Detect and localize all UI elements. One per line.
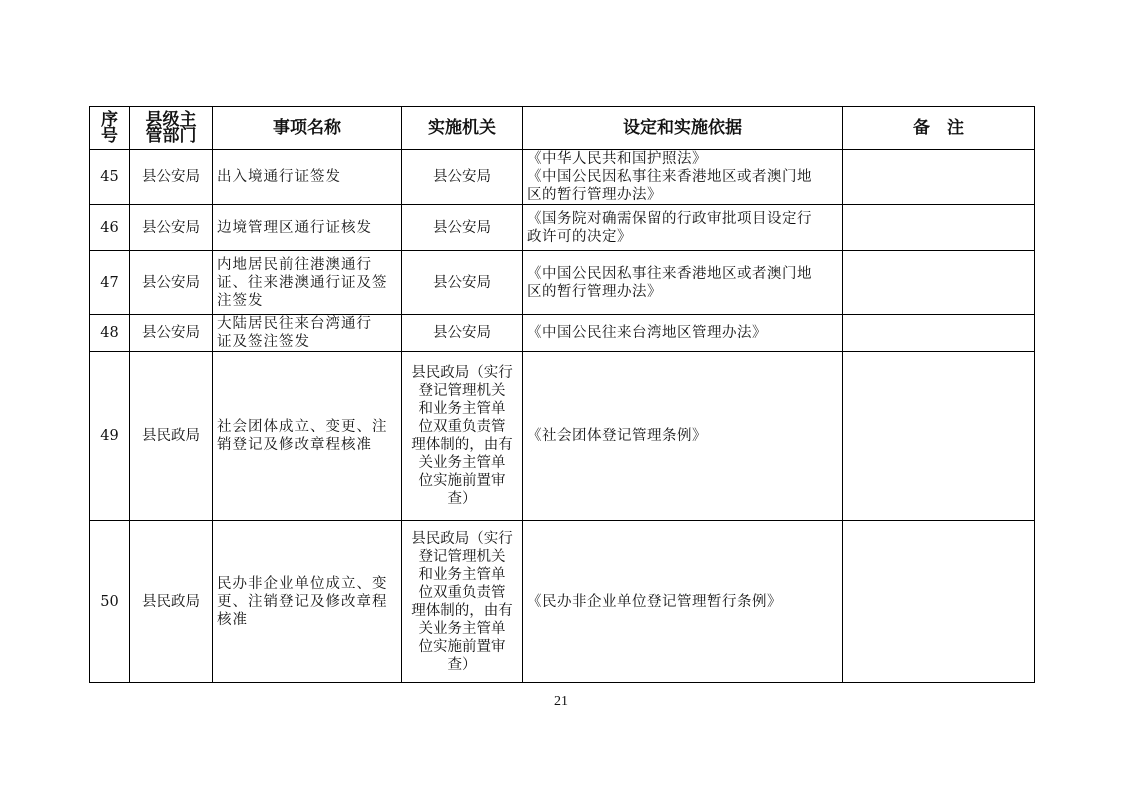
basis-cell bbox=[523, 251, 843, 315]
text-line: 县公安局 bbox=[433, 169, 491, 185]
seq-cell: 45 bbox=[90, 150, 130, 205]
header-row bbox=[90, 107, 1035, 150]
dept-cell: 县公安局 bbox=[130, 150, 213, 205]
page-number: 21 bbox=[554, 694, 568, 709]
text-line: 销登记及修改章程核准 bbox=[217, 437, 372, 453]
text-line: 核准 bbox=[217, 611, 248, 628]
text-line: 大陆居民往来台湾通行 bbox=[217, 316, 372, 332]
basis-cell bbox=[523, 205, 843, 251]
text-line: 《社会团体登记管理条例》 bbox=[527, 428, 707, 444]
header-basis: 设定和实施依据 bbox=[523, 107, 843, 150]
seq-cell: 48 bbox=[90, 315, 130, 352]
text-line: 查） bbox=[447, 656, 477, 673]
item-name-cell bbox=[213, 251, 402, 315]
text-line: 关业务主管单 bbox=[418, 455, 506, 471]
agency-cell bbox=[402, 150, 523, 205]
note-cell bbox=[843, 205, 1035, 251]
table-row bbox=[90, 205, 1035, 251]
header-item-name: 事项名称 bbox=[213, 107, 402, 150]
text-line: 理体制的，由有 bbox=[411, 602, 513, 619]
text-line: 登记管理机关 bbox=[418, 383, 506, 399]
text-line: 区的暂行管理办法》 bbox=[527, 187, 662, 203]
text-line: 县公安局 bbox=[433, 325, 491, 341]
text-line: 《中华人民共和国护照法》 bbox=[527, 151, 707, 167]
agency-cell bbox=[402, 315, 523, 352]
text-line: 位实施前置审 bbox=[418, 638, 506, 655]
dept-cell: 县民政局 bbox=[130, 352, 213, 521]
table-row bbox=[90, 150, 1035, 205]
text-line: 边境管理区通行证核发 bbox=[217, 219, 372, 236]
table-row bbox=[90, 251, 1035, 315]
text-line: 登记管理机关 bbox=[418, 548, 506, 565]
seq-cell: 50 bbox=[90, 521, 130, 683]
basis-cell bbox=[523, 352, 843, 521]
text-line: 《中国公民因私事往来香港地区或者澳门地 bbox=[527, 169, 812, 185]
text-line: 《中国公民往来台湾地区管理办法》 bbox=[527, 325, 767, 341]
table-row bbox=[90, 521, 1035, 683]
item-name-cell bbox=[213, 352, 402, 521]
text-line: 《中国公民因私事往来香港地区或者澳门地 bbox=[527, 265, 812, 282]
text-line: 和业务主管单 bbox=[418, 401, 506, 417]
administrative-items-table bbox=[89, 106, 1035, 683]
text-line: 民办非企业单位成立、变 bbox=[217, 575, 388, 592]
seq-cell: 49 bbox=[90, 352, 130, 521]
table-row bbox=[90, 315, 1035, 352]
text-line: 社会团体成立、变更、注 bbox=[217, 419, 388, 435]
dept-cell: 县公安局 bbox=[130, 315, 213, 352]
table-row bbox=[90, 352, 1035, 521]
text-line: 内地居民前往港澳通行 bbox=[217, 256, 372, 273]
text-line: 政许可的决定》 bbox=[527, 228, 632, 245]
agency-cell bbox=[402, 521, 523, 683]
text-line: 关业务主管单 bbox=[418, 620, 506, 637]
text-line: 位实施前置审 bbox=[418, 473, 506, 489]
text-line: 县民政局（实行 bbox=[411, 365, 513, 381]
text-line: 理体制的，由有 bbox=[411, 437, 513, 453]
agency-cell bbox=[402, 251, 523, 315]
text-line: 和业务主管单 bbox=[418, 566, 506, 583]
header-dept: 县级主 管部门 bbox=[130, 107, 213, 150]
item-name-cell bbox=[213, 315, 402, 352]
dept-cell: 县民政局 bbox=[130, 521, 213, 683]
header-agency: 实施机关 bbox=[402, 107, 523, 150]
note-cell bbox=[843, 150, 1035, 205]
text-line: 注签发 bbox=[217, 292, 264, 309]
text-line: 《民办非企业单位登记管理暂行条例》 bbox=[527, 593, 782, 610]
agency-cell bbox=[402, 205, 523, 251]
item-name-cell bbox=[213, 150, 402, 205]
text-line: 县公安局 bbox=[433, 274, 491, 291]
text-line: 区的暂行管理办法》 bbox=[527, 283, 662, 300]
text-line: 出入境通行证签发 bbox=[217, 169, 341, 185]
text-line: 位双重负责管 bbox=[418, 419, 506, 435]
note-cell bbox=[843, 251, 1035, 315]
note-cell bbox=[843, 352, 1035, 521]
text-line: 更、注销登记及修改章程 bbox=[217, 593, 388, 610]
basis-cell bbox=[523, 315, 843, 352]
text-line: 《国务院对确需保留的行政审批项目设定行 bbox=[527, 210, 812, 227]
text-line: 县民政局（实行 bbox=[411, 530, 513, 547]
text-line: 位双重负责管 bbox=[418, 584, 506, 601]
note-cell bbox=[843, 315, 1035, 352]
note-cell bbox=[843, 521, 1035, 683]
basis-cell bbox=[523, 150, 843, 205]
text-line: 证、往来港澳通行证及签 bbox=[217, 274, 388, 291]
dept-cell: 县公安局 bbox=[130, 251, 213, 315]
text-line: 查） bbox=[447, 491, 477, 507]
item-name-cell bbox=[213, 205, 402, 251]
basis-cell bbox=[523, 521, 843, 683]
header-seq: 序 号 bbox=[90, 107, 130, 150]
text-line: 证及签注签发 bbox=[217, 334, 310, 350]
text-line: 县公安局 bbox=[433, 219, 491, 236]
header-note: 备 注 bbox=[843, 107, 1035, 150]
item-name-cell bbox=[213, 521, 402, 683]
dept-cell: 县公安局 bbox=[130, 205, 213, 251]
seq-cell: 47 bbox=[90, 251, 130, 315]
seq-cell: 46 bbox=[90, 205, 130, 251]
agency-cell bbox=[402, 352, 523, 521]
